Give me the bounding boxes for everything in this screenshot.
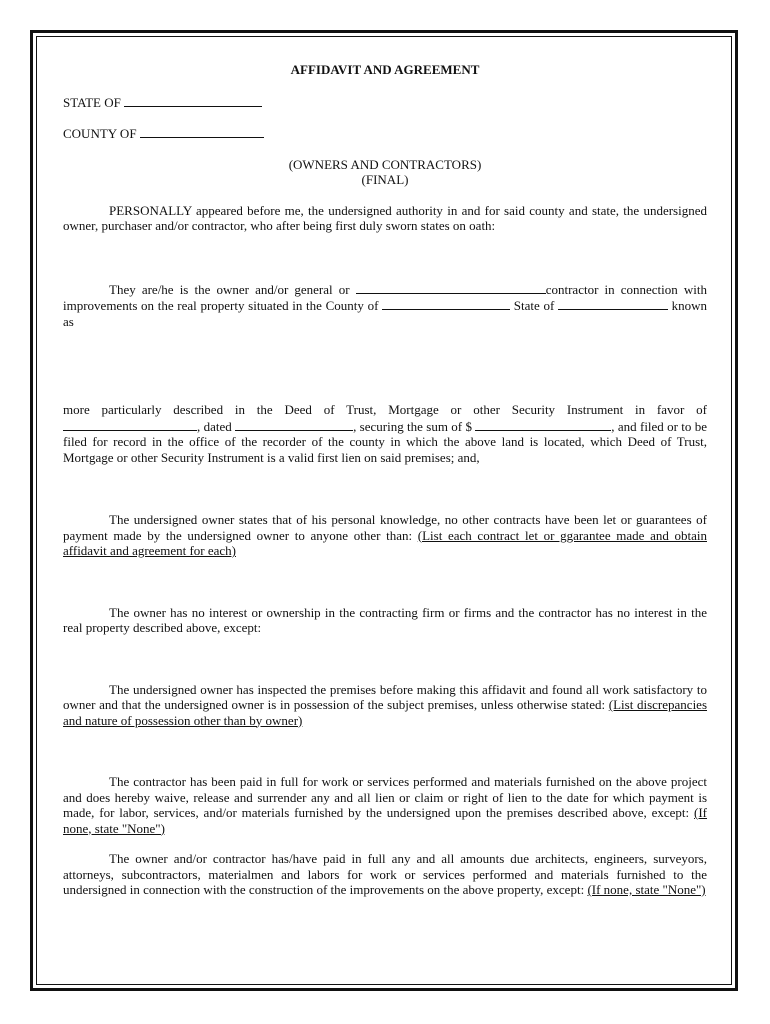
county-blank[interactable]	[140, 125, 264, 138]
deed-text-d: , and filed or to be filed for record in the office of the recorder of the county in which the above land is located, which Deed of Trust, Mortgage or other Security Instrument is a valid first lien on said premises; and,	[63, 418, 708, 465]
paragraph-owner	[63, 281, 707, 330]
county-line	[63, 125, 707, 142]
inspected-instruction: (List discrepancies and nature of possession other than by owner)	[63, 697, 708, 728]
deed-text-c: , securing the sum of $	[353, 418, 472, 434]
paragraph-inspected	[63, 682, 707, 729]
paragraph-paid	[63, 774, 707, 836]
subtitle-1: (OWNERS AND CONTRACTORS)	[288, 156, 482, 172]
paid-text: The contractor has been paid in full for work or services performed and materials furnished on the above project and does hereby waive, release and surrender any and all lien or claim or right of lien to the date for which payment is made, for labor, services, and/or materials furnished by the undersigned upon the premises described above, except:	[63, 774, 707, 820]
owner-text-b: contractor in connection with improvements on the real property situated in the County of	[63, 281, 708, 313]
owner-text-a: They are/he is the owner and/or general or	[109, 281, 350, 297]
subtitle-2: (FINAL)	[361, 172, 409, 187]
paragraph-personally: PERSONALLY appeared before me, the undersigned authority in and for said county and state, the undersigned owner, purchaser and/or contractor, who after being first duly sworn states on oath:	[63, 202, 707, 233]
deed-text-b: , dated	[197, 418, 232, 434]
contractor-blank[interactable]	[356, 281, 546, 294]
document-title: AFFIDAVIT AND AGREEMENT	[290, 62, 480, 77]
state-line	[63, 94, 707, 111]
paragraph-deed	[63, 402, 707, 465]
sum-blank[interactable]	[475, 418, 611, 431]
state-blank[interactable]	[124, 94, 262, 107]
document-body	[63, 62, 707, 898]
inspected-text: The undersigned owner has inspected the premises before making this affidavit and found all work satisfactory to owner and that the undersigned owner is in possession of the subject premises, unless otherwise stated:	[63, 681, 707, 712]
paragraph-contracts	[63, 512, 707, 559]
amounts-instruction: (If none, state "None")	[587, 882, 706, 897]
deed-text-a: more particularly described in the Deed of Trust, Mortgage or other Security Instrument in favor of	[63, 402, 707, 417]
paragraph-interest: The owner has no interest or ownership in the contracting firm or firms and the contractor has no interest in the real property described above, except:	[63, 604, 707, 635]
owner-text-c: State of	[513, 298, 555, 313]
county-label: COUNTY OF	[63, 126, 137, 141]
county-of-blank[interactable]	[382, 297, 510, 310]
amounts-text: The owner and/or contractor has/have paid in full any and all amounts due architects, engineers, surveyors, attorneys, subcontractors, materialmen and labors for work or services performed and materials furnished to the undersigned in connection with the construction of the improvements on the above property, except:	[63, 851, 707, 897]
state-of-blank[interactable]	[558, 297, 668, 310]
paid-instruction: (If none, state "None")	[63, 805, 708, 836]
state-label: STATE OF	[63, 94, 121, 110]
contracts-instruction: (List each contract let or ggarantee made and obtain affidavit and agreement for each)	[63, 527, 707, 558]
favor-of-blank[interactable]	[63, 418, 197, 431]
paragraph-amounts	[63, 851, 707, 898]
owner-text-d: known as	[63, 298, 708, 329]
dated-blank[interactable]	[235, 418, 353, 431]
contracts-text: The undersigned owner states that of his personal knowledge, no other contracts have been let or guarantees of payment made by the undersigned owner to anyone other than:	[63, 512, 707, 543]
